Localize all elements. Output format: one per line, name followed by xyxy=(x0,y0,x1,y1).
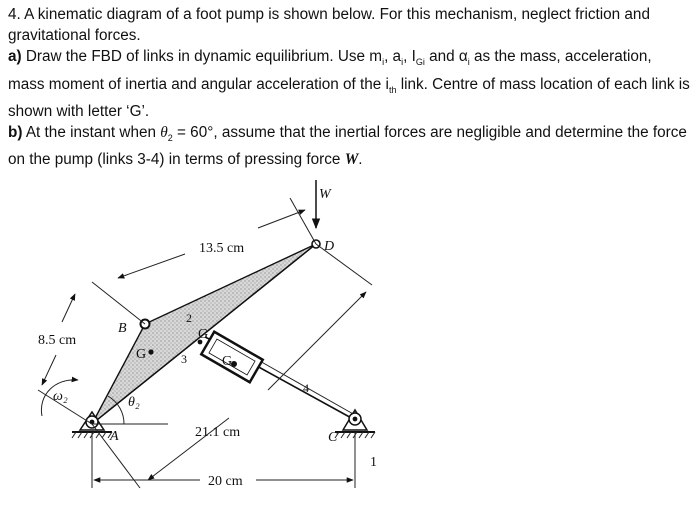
label-G4: G xyxy=(222,354,233,369)
sub-th: th xyxy=(388,84,397,95)
label-omega2: ω₂ xyxy=(53,389,68,404)
label-link-2: 2 xyxy=(186,311,192,325)
part-a-text-3: link. Centre of mass location of each link is shown with letter ‘G’. xyxy=(8,75,690,120)
problem-statement xyxy=(8,4,690,171)
label-B: B xyxy=(118,321,127,336)
period: . xyxy=(358,151,363,169)
part-a xyxy=(8,46,690,122)
intro-text: A kinematic diagram of a foot pump is shown below. For this mechanism, neglect friction and gravitational forces. xyxy=(8,6,650,45)
problem-intro xyxy=(8,4,690,46)
sub-2: 2 xyxy=(167,133,173,144)
label-theta2: θ₂ xyxy=(128,395,140,410)
label-link-4: 4 xyxy=(303,381,309,395)
label-link-3: 3 xyxy=(181,352,187,366)
dim-135-line-left xyxy=(118,254,185,278)
dim-211-line-right xyxy=(268,292,366,390)
label-G2: G xyxy=(136,347,147,362)
force-symbol: W xyxy=(344,151,359,169)
part-b-text-1: At the instant when xyxy=(25,124,161,142)
dim-135-line-right xyxy=(258,210,305,228)
label-G3: G xyxy=(198,327,209,342)
label-A: A xyxy=(110,429,119,444)
part-a-comma-I: , I xyxy=(403,48,416,66)
alpha-symbol: α xyxy=(458,48,468,66)
label-D: D xyxy=(324,239,335,254)
g2-dot xyxy=(148,349,153,354)
part-a-and: and xyxy=(424,48,459,66)
sub-Gi: Gi xyxy=(415,57,425,68)
dim-135-ext-B xyxy=(92,282,145,324)
theta-symbol: θ xyxy=(160,124,168,142)
part-a-text-1: Draw the FBD of links in dynamic equilibrium. Use m xyxy=(25,48,383,66)
label-dim-left: 8.5 cm xyxy=(38,333,77,348)
label-dim-mid: 21.1 cm xyxy=(195,425,241,440)
part-a-text-2: as the mass, acceleration, mass moment of inertia and angular acceleration of the i xyxy=(8,48,652,93)
label-C: C xyxy=(328,430,338,445)
part-b-text-2: = 60°, assume that the inertial forces are negligible and determine the force on the pump (links 3-4) in terms of pressing force xyxy=(8,124,687,169)
sub-i-2: i xyxy=(401,57,404,68)
sub-i: i xyxy=(382,57,385,68)
label-link-1: 1 xyxy=(370,455,377,470)
dim-85-line-top xyxy=(62,294,75,322)
label-dim-top: 13.5 cm xyxy=(199,241,245,256)
dim-135-ext-D xyxy=(290,198,316,244)
label-dim-bottom: 20 cm xyxy=(208,474,243,489)
part-a-comma-a: , a xyxy=(384,48,402,66)
label-W: W xyxy=(319,187,331,202)
sub-i-3: i xyxy=(467,57,470,68)
question-number: 4. xyxy=(8,6,21,23)
part-b-label: b) xyxy=(8,124,23,142)
dim-85-line-bottom xyxy=(42,355,56,385)
part-a-label: a) xyxy=(8,48,22,66)
foot-pump-diagram xyxy=(0,160,694,518)
